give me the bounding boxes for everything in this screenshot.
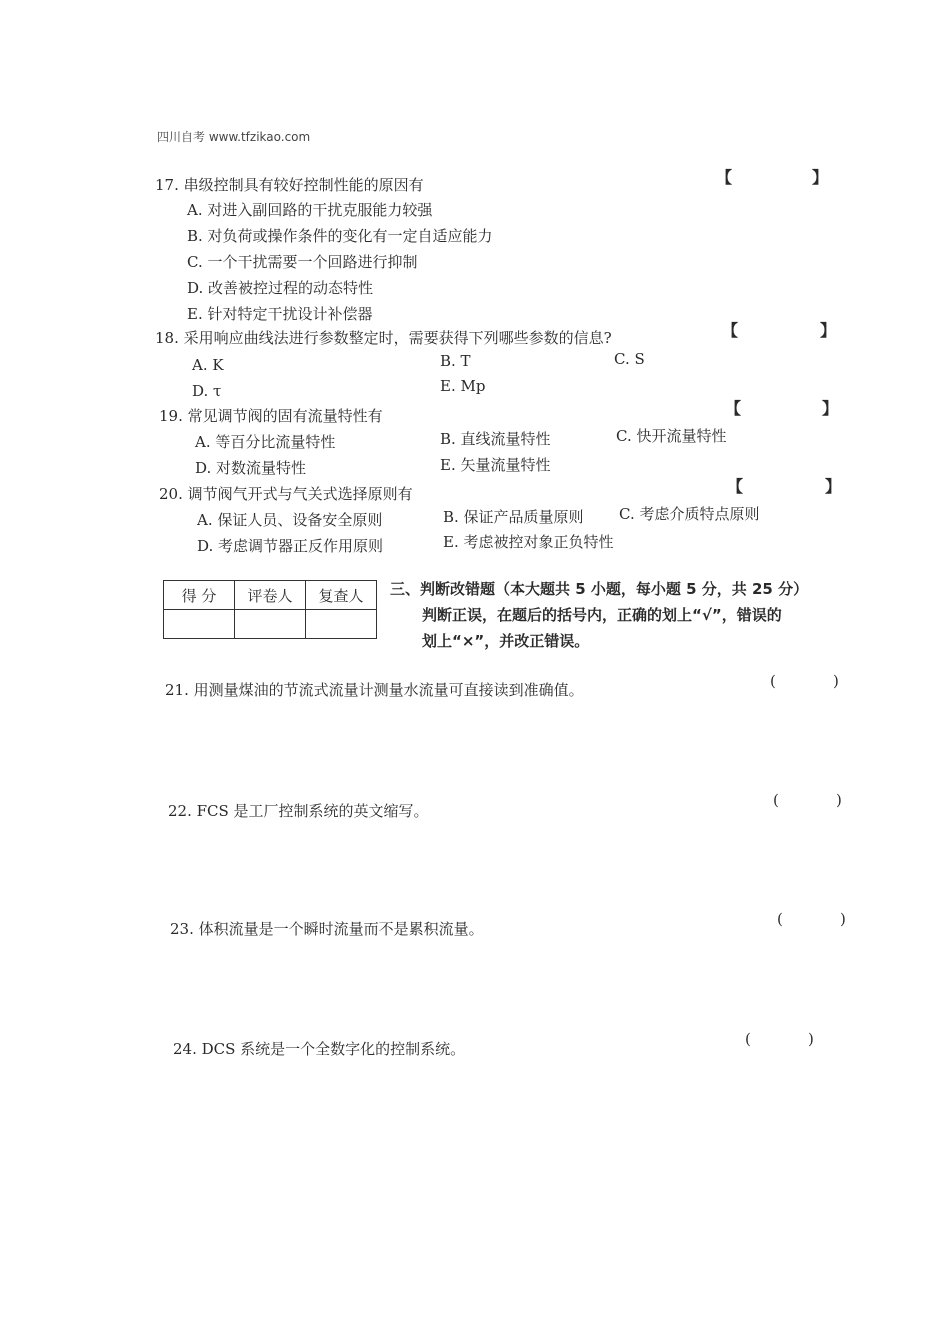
- option: A. 等百分比流量特性: [195, 433, 336, 451]
- option: B. 保证产品质量原则: [443, 508, 584, 526]
- option: E. 矢量流量特性: [440, 456, 551, 474]
- question-23: 23. 体积流量是一个瞬时流量而不是累积流量。: [170, 920, 484, 938]
- question-19-stem: 19. 常见调节阀的固有流量特性有: [159, 407, 383, 425]
- answer-bracket-close: 】: [820, 321, 837, 340]
- option: B. 直线流量特性: [440, 430, 551, 448]
- option: C. 快开流量特性: [616, 427, 727, 445]
- option: E. 针对特定干扰设计补偿器: [187, 305, 373, 323]
- answer-paren-close: ): [836, 791, 842, 809]
- answer-paren-close: ): [833, 672, 839, 690]
- option: E. 考虑被控对象正负特性: [443, 533, 614, 551]
- answer-bracket-open: 【: [716, 168, 733, 187]
- option: D. 考虑调节器正反作用原则: [197, 537, 384, 555]
- option: B. T: [440, 352, 471, 370]
- section-3-instruction: 划上“×”，并改正错误。: [422, 632, 590, 650]
- answer-paren-close: ): [808, 1030, 814, 1048]
- question-18-stem: 18. 采用响应曲线法进行参数整定时，需要获得下列哪些参数的信息?: [155, 329, 612, 347]
- option: C. 考虑介质特点原则: [619, 505, 760, 523]
- answer-bracket-close: 】: [812, 168, 829, 187]
- section-3-instruction: 判断正误，在题后的括号内，正确的划上“√”，错误的: [422, 606, 782, 624]
- answer-bracket-close: 】: [822, 399, 839, 418]
- question-20-stem: 20. 调节阀气开式与气关式选择原则有: [159, 485, 413, 503]
- option: C. 一个干扰需要一个回路进行抑制: [187, 253, 418, 271]
- option: D. τ: [192, 382, 222, 400]
- option: E. Mp: [440, 377, 486, 395]
- option: C. S: [614, 350, 645, 368]
- grader-cell[interactable]: [235, 610, 306, 639]
- question-22: 22. FCS 是工厂控制系统的英文缩写。: [168, 802, 429, 820]
- reviewer-header: 复查人: [306, 581, 377, 610]
- option: A. 对进入副回路的干扰克服能力较强: [187, 201, 433, 219]
- answer-paren-open: (: [745, 1030, 751, 1048]
- option: D. 对数流量特性: [195, 459, 307, 477]
- score-cell[interactable]: [164, 610, 235, 639]
- grader-header: 评卷人: [235, 581, 306, 610]
- option: A. K: [192, 356, 224, 374]
- question-21: 21. 用测量煤油的节流式流量计测量水流量可直接读到准确值。: [165, 681, 584, 699]
- option: D. 改善被控过程的动态特性: [187, 279, 374, 297]
- question-24: 24. DCS 系统是一个全数字化的控制系统。: [173, 1040, 466, 1058]
- answer-bracket-open: 【: [725, 399, 742, 418]
- answer-bracket-close: 】: [825, 477, 842, 496]
- answer-paren-open: (: [770, 672, 776, 690]
- option: B. 对负荷或操作条件的变化有一定自适应能力: [187, 227, 493, 245]
- answer-bracket-open: 【: [722, 321, 739, 340]
- section-3-title: 三、判断改错题（本大题共 5 小题，每小题 5 分，共 25 分）: [390, 580, 809, 598]
- page-header: 四川自考 www.tfzikao.com: [157, 130, 311, 144]
- reviewer-cell[interactable]: [306, 610, 377, 639]
- question-17-stem: 17. 串级控制具有较好控制性能的原因有: [155, 176, 424, 194]
- score-header: 得 分: [164, 581, 235, 610]
- answer-paren-close: ): [840, 910, 846, 928]
- score-table: [163, 580, 377, 639]
- option: A. 保证人员、设备安全原则: [197, 511, 383, 529]
- answer-bracket-open: 【: [727, 477, 744, 496]
- answer-paren-open: (: [773, 791, 779, 809]
- answer-paren-open: (: [777, 910, 783, 928]
